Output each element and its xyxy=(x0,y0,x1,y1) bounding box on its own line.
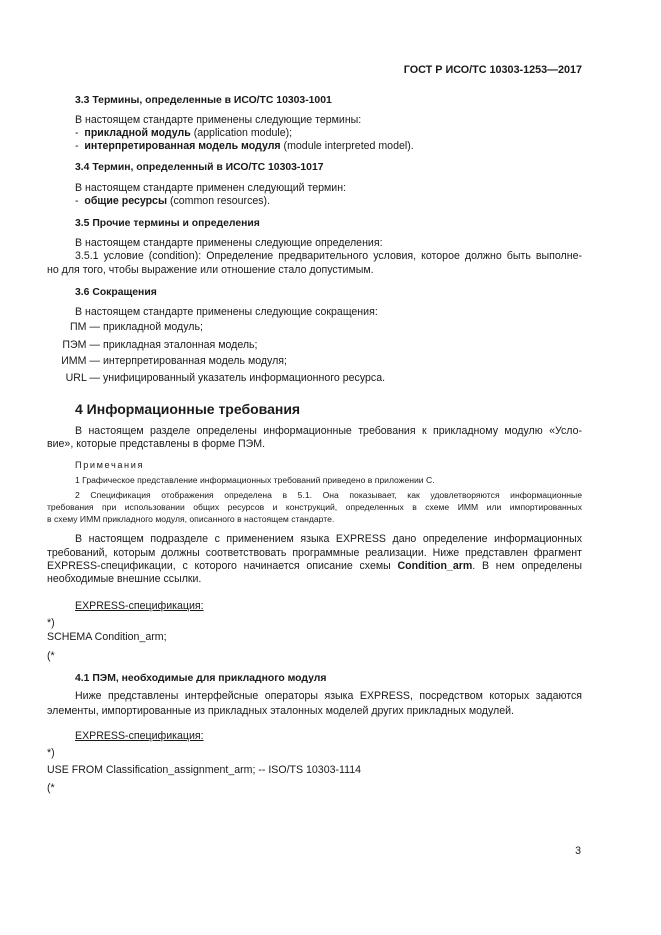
term-rest: (application module); xyxy=(190,127,293,139)
section-3-5-intro: В настоящем стандарте применены следующие определения: xyxy=(75,237,383,249)
term-bold: прикладной модуль xyxy=(84,127,191,139)
section-4-paragraph-2-line-4: необходимые внешние ссылки. xyxy=(47,573,202,585)
list-dash: - xyxy=(75,140,79,152)
code-line: USE FROM Classification_assignment_arm; -- ISO/TS 10303-1114 xyxy=(47,764,362,776)
definition-line-2: но для того, чтобы выражение или отношение стало допустимым. xyxy=(47,264,374,276)
definition-line-1: 3.5.1 условие (condition): Определение предварительного условия, которое должно быть выполне- xyxy=(75,250,582,262)
abbreviation-term: ПМ — xyxy=(70,321,100,333)
note-2-line-1: 2 Спецификация отображения определена в 5.1. Она показывает, как удовлетворяются информационные xyxy=(75,490,582,500)
express-spec-label: EXPRESS-спецификация: xyxy=(75,730,204,742)
section-3-6-title: 3.6 Сокращения xyxy=(75,287,157,298)
p2-line3-pre: EXPRESS-спецификации, с которого начинается описание схемы xyxy=(47,560,398,572)
term-list-item xyxy=(75,140,414,153)
section-3-3-intro: В настоящем стандарте применены следующие термины: xyxy=(75,114,362,126)
section-3-6-intro: В настоящем стандарте применены следующие сокращения: xyxy=(75,306,378,318)
section-4-paragraph-2-line-3 xyxy=(47,560,582,573)
term-bold: интерпретированная модель модуля xyxy=(84,140,281,152)
section-4-paragraph-1-line-2: вие», которые представлены в форме ПЭМ. xyxy=(47,438,266,450)
p2-line3-post: . В нем определены xyxy=(472,560,582,572)
notes-label: Примечания xyxy=(75,460,145,470)
section-3-3-title: 3.3 Термины, определенные в ИСО/ТС 10303-1001 xyxy=(75,95,332,106)
section-4-paragraph-2-line-1: В настоящем подразделе с применением языка EXPRESS дано определение информационных xyxy=(75,533,582,545)
section-4-1-paragraph-line-1: Ниже представлены интерфейсные операторы языка EXPRESS, посредством которых задаются xyxy=(75,690,582,702)
schema-name-bold: Condition_arm xyxy=(397,560,473,572)
section-4-1-title: 4.1 ПЭМ, необходимые для прикладного модуля xyxy=(75,673,327,684)
code-line: (* xyxy=(47,782,55,794)
term-list-item xyxy=(75,127,292,140)
note-1: 1 Графическое представление информационных требований приведено в приложении С. xyxy=(75,475,435,485)
abbreviation-row xyxy=(16,339,258,352)
note-2-line-2: требования при использовании общих ресурсов и конструкций, определенных в схеме ИММ или импортированных xyxy=(47,502,582,512)
abbreviation-term: ИММ — xyxy=(61,355,100,367)
section-3-5-title: 3.5 Прочие термины и определения xyxy=(75,218,260,229)
abbreviation-term: URL — xyxy=(65,372,100,384)
abbreviation-text: прикладной модуль; xyxy=(102,321,203,333)
page-number: 3 xyxy=(575,845,581,857)
abbreviation-text: интерпретированная модель модуля; xyxy=(102,355,287,367)
abbreviation-row xyxy=(16,321,203,334)
code-line: SCHEMA Condition_arm; xyxy=(47,631,167,643)
note-2-line-3: в схему ИММ прикладного модуля, описанного в настоящем стандарте. xyxy=(47,514,335,524)
section-4-paragraph-1-line-1: В настоящем разделе определены информационные требования к прикладному модулю «Усло- xyxy=(75,425,582,437)
code-line: *) xyxy=(47,617,55,629)
section-3-4-title: 3.4 Термин, определенный в ИСО/ТС 10303-1017 xyxy=(75,162,324,173)
term-rest: (module interpreted model). xyxy=(280,140,414,152)
section-4-title: 4 Информационные требования xyxy=(75,401,301,417)
code-line: (* xyxy=(47,650,55,662)
term-bold: общие ресурсы xyxy=(84,195,167,207)
abbreviation-text: прикладная эталонная модель; xyxy=(102,339,258,351)
document-header-id: ГОСТ Р ИСО/ТС 10303-1253—2017 xyxy=(403,64,582,76)
list-dash: - xyxy=(75,127,79,139)
abbreviation-text: унифицированный указатель информационного ресурса. xyxy=(102,372,386,384)
code-line: *) xyxy=(47,747,55,759)
section-4-1-paragraph-line-2: элементы, импортированные из прикладных эталонных моделей других прикладных модулей. xyxy=(47,705,514,717)
section-3-4-intro: В настоящем стандарте применен следующий термин: xyxy=(75,182,347,194)
term-list-item xyxy=(75,195,270,208)
abbreviation-row xyxy=(16,372,385,385)
section-4-paragraph-2-line-2: требований, которым должны соответствовать программные реализации. Ниже представлен фрагмент xyxy=(47,547,582,559)
list-dash: - xyxy=(75,195,79,207)
abbreviation-term: ПЭМ — xyxy=(62,339,100,351)
abbreviation-row xyxy=(16,355,287,368)
express-spec-label: EXPRESS-спецификация: xyxy=(75,600,204,612)
term-rest: (common resources). xyxy=(167,195,271,207)
